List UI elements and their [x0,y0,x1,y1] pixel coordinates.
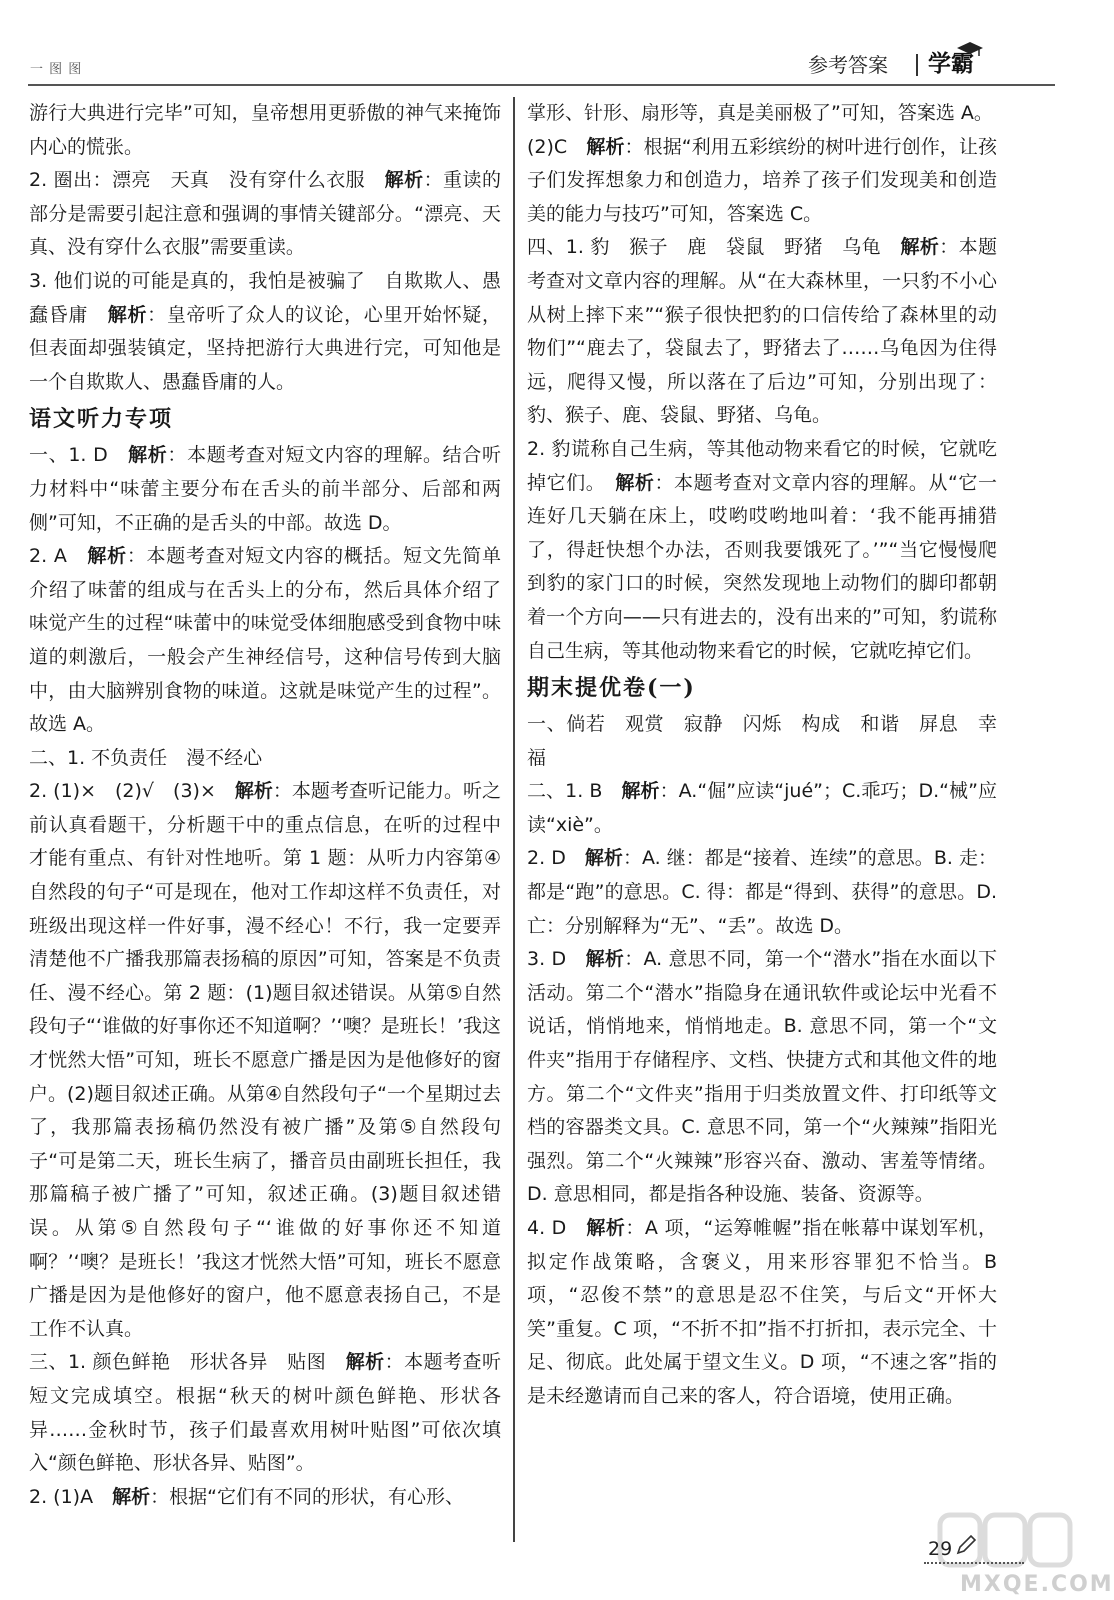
explanation-text: ：A. 继：都是“接着、连续”的意思。B. 走：都是“跑”的意思。C. 得：都是“得到、获得”的意思。D. 亡：分别解释为“无”、“丢”。故选 D。 [527,847,997,937]
analysis-label: 解析 [586,135,625,158]
explanation-text: ：A 项，“运筹帷幄”指在帐幕中谋划军机，拟定作战策略，含褒义，用来形容罪犯不恰当。B 项，“忍俊不禁”的意思是忍不住笑，与后文“开怀大笑”重复。C 项，“不折不扣”指不打折扣，表示完全、十足、彻底。此处属于望文生义。D 项，“不速之客”指的是未经邀请而自己来的客人，符合语境，使用正确。 [527,1217,997,1407]
answer-text: 2. 豹谎称自己生病，等其他动物来看它的时候，它就吃掉它们。 [527,437,997,494]
analysis-label: 解析 [585,948,625,971]
explanation-text: ：本题考查对文章内容的理解。从“在大森林里，一只豹不小心从树上摔下来”“猴子很快把豹的口信传给了森林里的动物们”“鹿去了，袋鼠去了，野猪去了……乌龟因为住得远，爬得又慢，所以落在了后边”可知，分别出现了：豹、猴子、鹿、袋鼠、野猪、乌龟。 [527,236,997,427]
header-rule [28,84,1055,86]
explanation-text: ：重读的部分是需要引起注意和强调的事情关键部分。“漂亮、天真、没有穿什么衣服”需要重读。 [29,169,501,259]
column-divider [513,97,515,1542]
explanation-text: ：本题考查对文章内容的理解。从“它一连好几天躺在床上，哎哟哎哟地叫着：‘我不能再捕猎了，得赶快想个办法，否则我要饿死了。’”“当它慢慢爬到豹的家门口的时候，突然发现地上动物们的脚印都朝着一个方向——只有进去的，没有出来的”可知，豹谎称自己生病，等其他动物来看它的时候，它就吃掉它们。 [527,471,997,662]
answer-paragraph [29,540,501,742]
answer-text: 二、1. B [527,780,622,803]
graduation-cap-icon [955,40,985,60]
answer-text: 2. A [29,545,88,568]
left-column [29,97,501,1514]
right-column [527,97,997,1414]
header-title: 参考答案 [808,53,888,77]
answer-paragraph [29,265,501,399]
answer-paragraph [527,131,997,232]
answer-paragraph [527,708,997,775]
analysis-label: 解析 [87,545,127,568]
answer-text: 2. D [527,847,585,870]
answer-paragraph [527,842,997,943]
answer-paragraph [29,439,501,540]
answer-text: 3. 他们说的可能是真的，我怕是被骗了 自欺欺人、愚蠢昏庸 [29,269,501,326]
analysis-label: 解析 [586,1217,626,1239]
header-brand: 学霸 [928,51,974,77]
answer-text: 3. D [527,948,586,971]
section-title: 期末提优卷(一) [527,675,696,702]
footer-dotted-line [924,1562,1024,1566]
page-header [0,0,1083,95]
answer-text: 2. (1)× (2)√ (3)× [29,780,235,803]
answer-paragraph [527,231,997,433]
header-separator [916,54,918,76]
analysis-label: 解析 [621,780,660,803]
analysis-label: 解析 [900,236,940,259]
answer-paragraph [29,1346,501,1480]
pen-icon [955,1534,977,1556]
answer-paragraph [29,775,501,1346]
section-title: 语文听力专项 [29,406,174,433]
answer-text: 二、1. 不负责任 漫不经心 [29,746,263,769]
answer-text: 三、1. 颜色鲜艳 形状各异 贴图 [29,1351,346,1374]
page-number: 29 [928,1538,953,1560]
analysis-label: 解析 [112,1485,151,1508]
answer-text: 2. (1)A [29,1485,113,1508]
answer-text: 4. D [527,1217,587,1239]
explanation-text: ：本题考查听短文完成填空。根据“秋天的树叶颜色鲜艳、形状各异……金秋时节，孩子们最喜欢用树叶贴图”可依次填入“颜色鲜艳、形状各异、贴图”。 [29,1351,501,1475]
answer-paragraph [29,97,501,164]
answer-paragraph [527,1212,997,1414]
analysis-label: 解析 [615,471,655,494]
analysis-label: 解析 [345,1351,385,1374]
analysis-label: 解析 [128,444,168,467]
explanation-text: 游行大典进行完毕”可知，皇帝想用更骄傲的神气来掩饰内心的慌张。 [29,102,501,158]
answer-paragraph [527,775,997,842]
analysis-label: 解析 [584,847,623,870]
answer-text: 一、倘若 观赏 寂静 闪烁 构成 和谐 屏息 幸福 [527,713,997,769]
explanation-text: ：A. 意思不同，第一个“潜水”指在水面以下活动。第二个“潜水”指隐身在通讯软件或论坛中光看不说话，悄悄地来，悄悄地走。B. 意思不同，第一个“文件夹”指用于存储程序、文档、快捷方式和其他文件的地方。第二个“文件夹”指用于归类放置文件、打印纸等文档的容器类文具。C. 意思不同，第一个“火辣辣”指阳光强烈。第二个“火辣辣”形容兴奋、激动、害羞等情绪。D. 意思相同，都是指各种设施、装备、资源等。 [527,948,997,1206]
answer-text: 2. 圈出：漂亮 天真 没有穿什么衣服 [29,169,385,192]
answer-paragraph [29,1481,501,1515]
analysis-label: 解析 [234,780,273,803]
answer-text: 四、1. 豹 猴子 鹿 袋鼠 野猪 乌龟 [527,236,901,259]
explanation-text: ：本题考查听记能力。听之前认真看题干，分析题干中的重点信息，在听的过程中才能有重点、有针对性地听。第 1 题：从听力内容第④自然段的句子“可是现在，他对工作却这样不负责任，对班级出现这样一件好事，漫不经心！不行，我一定要弄清楚他不广播我那篇表扬稿的原因”可知，答案是不负责任、漫不经心。第 2 题：(1)题目叙述错误。从第⑤自然段句子“‘谁做的好事你还不知道啊？’‘噢？是班长！’我这才恍然大悟”可知，班长不愿意广播是因为是他修好的窗户。(2)题目叙述正确。从第④自然段句子“一个星期过去了，我那篇表扬稿仍然没有被广播”及第⑤自然段句子“可是第二天，班长生病了，播音员由副班长担任，我那篇稿子被广播了”可知，叙述正确。(3)题目叙述错误。从第⑤自然段句子“‘谁做的好事你还不知道啊？’‘噢？是班长！’我这才恍然大悟”可知，班长不愿意广播是因为是他修好的窗户，他不愿意表扬自己，不是工作不认真。 [29,780,501,1340]
explanation-text: 掌形、针形、扇形等，真是美丽极了”可知，答案选 A。 [527,102,993,124]
answer-paragraph [29,164,501,265]
analysis-label: 解析 [107,303,148,326]
analysis-label: 解析 [384,169,424,192]
header-mark: 一 图 图 [30,62,83,77]
explanation-text: ：根据“利用五彩缤纷的树叶进行创作，让孩子们发挥想象力和创造力，培养了孩子们发现美和创造美的能力与技巧”可知，答案选 C。 [527,135,997,225]
answer-text: (2)C [527,135,587,158]
answer-paragraph [29,742,501,776]
explanation-text: ：皇帝听了众人的议论，心里开始怀疑，但表面却强装镇定，坚持把游行大典进行完，可知他是一个自欺欺人、愚蠢昏庸的人。 [29,303,501,393]
explanation-text: ：根据“它们有不同的形状，有心形、 [150,1485,464,1508]
explanation-text: ：本题考查对短文内容的理解。结合听力材料中“味蕾主要分布在舌头的前半部分、后部和两侧”可知，不正确的是舌头的中部。故选 D。 [29,444,501,534]
answer-text: 一、1. D [29,444,129,467]
explanation-text: ：A.“倔”应读“jué”；C.乖巧；D.“械”应读“xiè”。 [527,780,997,836]
answer-paragraph [527,433,997,668]
explanation-text: ：本题考查对短文内容的概括。短文先简单介绍了味蕾的组成与在舌头上的分布，然后具体介绍了味觉产生的过程“味蕾中的味觉受体细胞感受到食物中味道的刺激后，一般会产生神经信号，这种信号传到大脑中，由大脑辨别食物的味道。这就是味觉产生的过程”。故选 A。 [29,545,501,736]
watermark-text: MXQE.COM [960,1572,1114,1597]
answer-paragraph [527,97,997,131]
answer-paragraph [527,943,997,1212]
